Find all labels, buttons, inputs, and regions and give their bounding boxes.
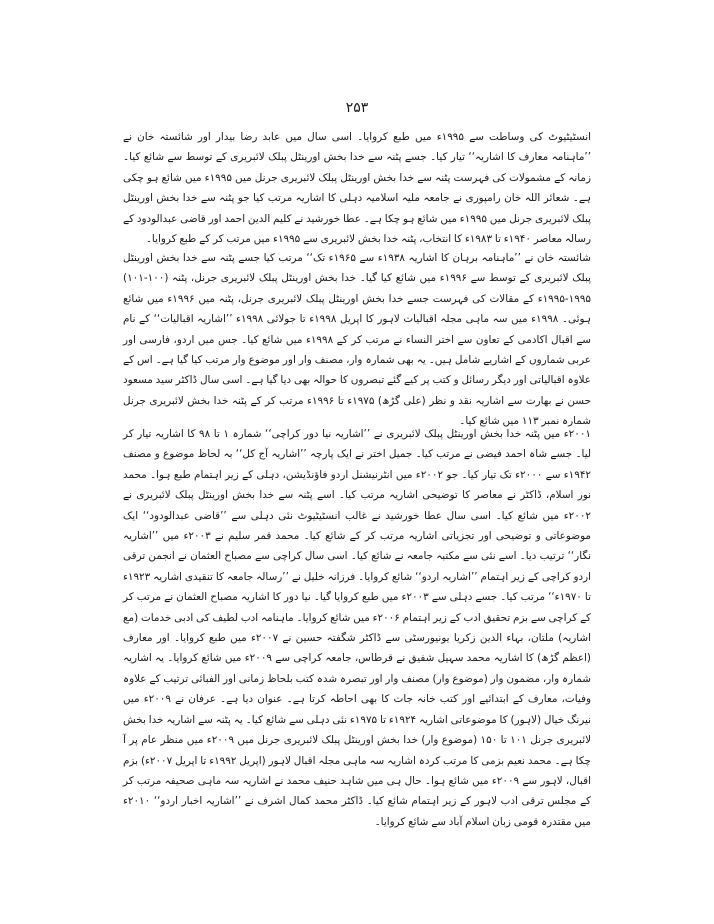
paragraph-1: [123, 127, 591, 249]
page-number: ۲۵۳: [345, 100, 369, 116]
paragraph-3: [123, 424, 591, 832]
paragraph-text: انسٹیٹیوٹ کی وساطت سے ۱۹۹۵ء میں طبع کروایا۔ اسی سال میں عابد رضا بیدار اور شائستہ خان نے ’’ماہنامہ معارف کا اشاریہ‘‘ تیار کیا۔ جسے پٹنہ سے خدا بخش اورینٹل پبلک لائبریری کے توسط سے شائع کیا۔ زمانہ کے مشمولات کی فہرست پٹنہ سے خدا بخش اورینٹل پبلک لائبریری جرنل میں ۱۹۹۵ء میں شائع ہو چکی ہے۔ شعائر اللہ خان رامپوری نے جامعہ ملیہ اسلامیہ دہلی کا اشاریہ مرتب کیا جو پٹنہ سے خدا بخش اورینٹل پبلک لائبریری جرنل میں ۱۹۹۵ء میں شائع ہو چکا ہے۔ عطا خورشید نے کلیم الدین احمد اور قاضی عبدالودود کے رسالہ معاصر ۱۹۴۰ء تا ۱۹۸۳ء کا انتخاب، پٹنہ خدا بخش لائبریری سے ۱۹۹۵ء میں مرتب کر کے طبع کروایا۔: [123, 131, 592, 246]
paragraph-2: [123, 248, 591, 432]
paragraph-text: شائستہ خان نے ’’ماہنامہ برہان کا اشاریہ ۱۹۳۸ء سے ۱۹۶۵ء تک‘‘ مرتب کیا جسے پٹنہ سے خدا بخش اورینٹل پبلک لائبریری کے توسط سے ۱۹۹۶ء میں شائع کیا گیا۔ خدا بخش اورینٹل پبلک لائبریری جرنل، پٹنہ (۱۰۰-۱۰۱) ۱۹۹۵-۱۹۹۵ء کے مقالات کی فہرست جسے خدا بخش اورینٹل پبلک لائبریری جرنل، پٹنہ میں ۱۹۹۶ء میں شائع ہوئی۔ ۱۹۹۸ء میں سہ ماہی مجلہ اقبالیات لاہور کا اپریل ۱۹۹۸ء تا جولائی ۱۹۹۸ء ’’اشاریہ اقبالیات‘‘ کے نام سے اقبال اکادمی کے تعاون سے اختر النساء نے مرتب کر کے ۱۹۹۸ء میں شائع کیا۔ جس میں اردو، فارسی اور عربی شماروں کے اشاریے شامل ہیں۔ یہ بھی شمارہ وار، مصنف وار اور موضوع وار مرتب کیا گیا ہے۔ اس کے علاوہ اقبالیاتی اور دیگر رسائل و کتب پر کیے گئے تبصروں کا حوالہ بھی دیا گیا ہے۔ اسی سال ڈاکٹر سید مسعود حسن نے بھارت سے اشاریہ نقد و نظر (علی گڑھ) ۱۹۷۵ء تا ۱۹۹۶ء مرتب کر کے پٹنہ خدا بخش لائبریری جرنل شمارہ نمبر ۱۱۳ میں شائع کیا۔: [123, 252, 591, 428]
paragraph-text: ۲۰۰۱ء میں پٹنہ خدا بخش اورینٹل پبلک لائبریری نے ’’اشاریہ نیا دور کراچی‘‘ شمارہ ۱ تا ۹۸ کا اشاریہ تیار کر لیا۔ جسے شاہ احمد فیضی نے مرتب کیا۔ جمیل اختر نے ایک پارچہ ’’اشاریہ آج کل‘‘ بہ لحاظ موضوع و مصنف ۱۹۴۲ء سے ۲۰۰۰ء تک تیار کیا۔ جو ۲۰۰۲ء میں انٹرنیشنل اردو فاؤنڈیشن، دہلی کے زیر اہتمام طبع ہوا۔ محمد نور اسلام، ڈاکٹر نے معاصر کا توضیحی اشاریہ مرتب کیا۔ اسے پٹنہ سے خدا بخش اورینٹل پبلک لائبریری نے ۲۰۰۲ء میں شائع کیا۔ اسی سال عطا خورشید نے غالب انسٹیٹیوٹ نئی دہلی سے ’’قاضی عبدالودود‘‘ ایک موضوعاتی و توضیحی اور تجزیاتی اشاریہ مرتب کر کے شائع کیا۔ محمد قمر سلیم نے ۲۰۰۳ء میں ’’اشاریہ نگار‘‘ ترتیب دیا۔ اسے نئی سے مکتبہ جامعہ نے شائع کیا۔ اسی سال کراچی سے مصباح العثمان نے انجمن ترقی اردو کراچی کے زیر اہتمام ’’اشاریہ اردو‘‘ شائع کروایا۔ فرزانہ خلیل نے ’’رسالہ جامعہ کا تنقیدی اشاریہ ۱۹۲۳ء تا ۱۹۷۰ء‘‘ مرتب کیا۔ جسے دہلی سے ۲۰۰۳ء میں طبع کروایا گیا۔ نیا دور کا اشاریہ مصباح العثمان نے مرتب کر کے کراچی سے بزم تحقیق ادب کے زیر اہتمام ۲۰۰۶ء میں شائع کروایا۔ ماہنامہ ادب لطیف کی ادبی خدمات (مع اشاریہ) ملتان، بہاء الدین زکریا یونیورسٹی سے ڈاکٹر شگفتہ حسین نے ۲۰۰۷ء میں طبع کروایا۔ اور معارف (اعظم گڑھ) کا اشاریہ محمد سہیل شفیق نے قرطاس، جامعہ کراچی سے ۲۰۰۹ء میں شائع کروایا۔ یہ اشاریہ شمارہ وار، مضمون وار (موضوع وار) مصنف وار اور تبصرہ شدہ کتب بلحاظ زمانی اور الفبائی ترتیب کے علاوہ وفیات، معارف کے ابتدائیے اور کتب خانہ جات کا بھی احاطہ کرتا ہے۔ عنوان دیا ہے۔ عرفان نے ۲۰۰۹ء میں نیرنگ خیال (لاہور) کا موضوعاتی اشاریہ ۱۹۲۴ء تا ۱۹۷۵ء نئی دہلی سے شائع کیا۔ یہ پٹنہ سے اشاریہ خدا بخش لائبریری جرنل ۱۰۱ تا ۱۵۰ (موضوع وار) خدا بخش اورینٹل پبلک لائبریری جرنل میں ۲۰۰۹ء میں منظر عام پر آ چکا ہے۔ محمد نعیم بزمی کا مرتب کردہ اشاریہ سہ ماہی مجلہ اقبال لاہور (اپریل ۱۹۹۲ء تا اپریل ۲۰۰۷ء) بزم اقبال، لاہور سے ۲۰۰۹ء میں شائع ہوا۔ حال ہی میں شاہد حنیف محمد نے اشاریہ سہ ماہی صحیفہ مرتب کر کے مجلس ترقی ادب لاہور کے زیر اہتمام شائع کیا۔ ڈاکٹر محمد کمال اشرف نے ’’اشاریہ اخبار اردو‘‘ ۲۰۱۰ء میں مقتدرہ قومی زبان اسلام آباد سے شائع کروایا۔: [123, 428, 592, 828]
